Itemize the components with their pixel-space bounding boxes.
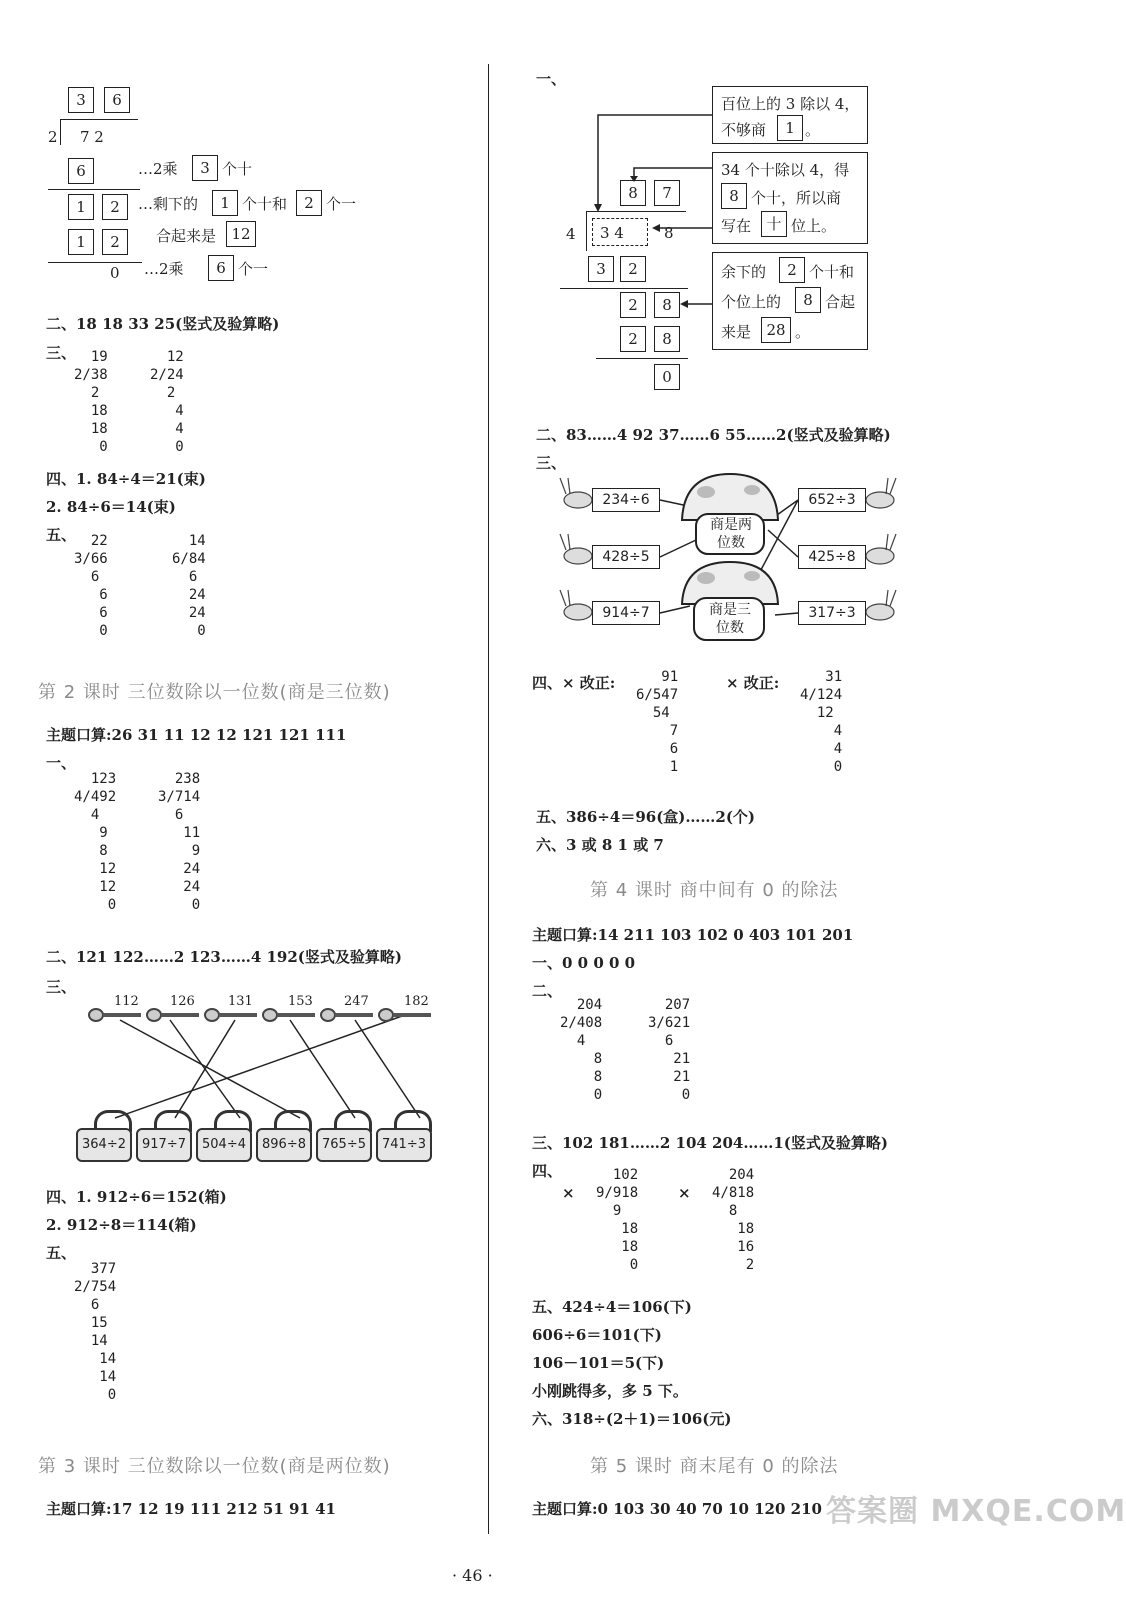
answer-1-label: 一、	[46, 754, 77, 772]
answer-5-label: 五、	[46, 526, 77, 544]
blank-box: 十	[761, 211, 787, 237]
expression-box: 425÷8	[798, 545, 866, 569]
wrong-mark: ×	[562, 1184, 575, 1202]
note-text: …2乘	[138, 160, 178, 178]
key-number: 126	[170, 994, 195, 1009]
digit-box: 0	[654, 364, 680, 390]
answer-3-label: 三、	[536, 454, 567, 472]
lesson-heading: 第 3 课时 三位数除以一位数(商是两位数)	[38, 1456, 391, 1477]
key-number: 112	[114, 994, 139, 1009]
digit-box: 2	[620, 292, 646, 318]
answer-1-label: 一、	[536, 70, 567, 88]
blank-box: 2	[779, 257, 805, 283]
lock-icon: 765÷5	[316, 1128, 372, 1162]
divisor: 2	[48, 128, 58, 146]
dividend: 3 4	[600, 224, 624, 242]
note-text: …剩下的	[138, 195, 199, 213]
answer-5: 五、386÷4＝96(盒)……2(个)	[536, 808, 756, 826]
key-number: 153	[288, 994, 313, 1009]
quotient-digit-box: 6	[104, 87, 130, 113]
answer-2: 二、121 122……2 123……4 192(竖式及验算略)	[46, 948, 402, 966]
answer-2-label: 二、	[532, 982, 563, 1000]
answer-5-line3: 106－101＝5(下)	[532, 1354, 665, 1372]
key-number: 182	[404, 994, 429, 1009]
digit-box: 8	[654, 292, 680, 318]
answer-5-line2: 606÷6＝101(下)	[532, 1326, 662, 1344]
long-division: 123 4/492 4 9 8 12 12 0	[74, 771, 117, 913]
lock-icon: 741÷3	[376, 1128, 432, 1162]
product-box: 6	[68, 158, 94, 184]
answer-3-label: 三、	[46, 344, 77, 362]
digit-box: 2	[620, 256, 646, 282]
blank-box: 12	[226, 221, 256, 247]
quotient-digit-box: 3	[68, 87, 94, 113]
answer-5-line4: 小刚跳得多，多 5 下。	[532, 1382, 688, 1400]
note-box: 百位上的 3 除以 4， 不够商 1 。	[712, 86, 868, 144]
note-box: 34 个十除以 4，得 8 个十，所以商 写在 十 位上。	[712, 152, 868, 244]
answer-4-mid: × 改正:	[726, 674, 780, 692]
answer-2: 二、83……4 92 37……6 55……2(竖式及验算略)	[536, 426, 891, 444]
answer-4-1: 四、1. 912÷6＝152(箱)	[46, 1188, 227, 1206]
oral-calc: 主题口算:17 12 19 111 212 51 91 41	[46, 1500, 336, 1518]
long-division: 12 2/24 2 4 4 0	[150, 349, 184, 455]
oral-calc: 主题口算:26 31 11 12 12 121 121 111	[46, 726, 347, 744]
lock-icon: 364÷2	[76, 1128, 132, 1162]
answer-4-2: 2. 84÷6＝14(束)	[46, 498, 176, 516]
wrong-mark: ×	[678, 1184, 691, 1202]
digit-box: 1	[68, 229, 94, 255]
key-icon	[204, 1008, 258, 1022]
digit-box: 2	[620, 326, 646, 352]
page-number: · 46 ·	[452, 1566, 493, 1585]
note-text: 个十和	[242, 195, 288, 213]
blank-box: 8	[721, 183, 747, 209]
key-icon	[378, 1008, 432, 1022]
long-division: 22 3/66 6 6 6 0	[74, 533, 108, 639]
answer-4-label: 四、	[532, 1162, 563, 1180]
digit-box: 3	[588, 256, 614, 282]
watermark: 答案圈 MXQE.COM	[826, 1494, 1126, 1529]
lesson-heading: 第 4 课时 商中间有 0 的除法	[590, 880, 839, 901]
lock-icon: 917÷7	[136, 1128, 192, 1162]
digit-box: 8	[654, 326, 680, 352]
answer-6: 六、3 或 8 1 或 7	[536, 836, 664, 854]
note-text: 个一	[326, 195, 357, 213]
digit-box: 1	[68, 194, 94, 220]
lock-icon: 896÷8	[256, 1128, 312, 1162]
key-number: 131	[228, 994, 253, 1009]
answer-5-label: 五、	[46, 1244, 77, 1262]
answer-4-2: 2. 912÷8＝114(箱)	[46, 1216, 197, 1234]
key-number: 247	[344, 994, 369, 1009]
lesson-heading: 第 5 课时 商末尾有 0 的除法	[590, 1456, 839, 1477]
note-text: 个一	[238, 260, 269, 278]
answer-2: 二、18 18 33 25(竖式及验算略)	[46, 315, 280, 333]
blank-box: 1	[777, 115, 803, 141]
key-icon	[146, 1008, 200, 1022]
mushroom-label: 商是两 位数	[710, 517, 752, 551]
answer-5-line1: 五、424÷4＝106(下)	[532, 1298, 692, 1316]
quotient-digit-box: 8	[620, 180, 646, 206]
answer-4-1: 四、1. 84÷4＝21(束)	[46, 470, 206, 488]
key-icon	[262, 1008, 316, 1022]
note-text: 合起来是	[156, 227, 217, 245]
blank-box: 28	[761, 317, 791, 343]
long-division: 91 6/547 54 7 6 1	[636, 669, 679, 775]
oral-calc: 主题口算:14 211 103 102 0 403 101 201	[532, 926, 854, 944]
expression-box: 652÷3	[798, 488, 866, 512]
blank-box: 1	[212, 190, 238, 216]
expression-box: 914÷7	[592, 601, 660, 625]
long-division: 102 9/918 9 18 18 0	[596, 1167, 639, 1273]
long-division: 19 2/38 2 18 18 0	[74, 349, 108, 455]
answer-4-label: 四、× 改正:	[532, 674, 616, 692]
long-division: 14 6/84 6 24 24 0	[172, 533, 206, 639]
long-division: 207 3/621 6 21 21 0	[648, 997, 691, 1103]
digit-box: 2	[102, 194, 128, 220]
mushroom-label: 商是三 位数	[709, 602, 751, 636]
blank-box: 8	[795, 287, 821, 313]
expression-box: 428÷5	[592, 545, 660, 569]
lesson-heading: 第 2 课时 三位数除以一位数(商是三位数)	[38, 682, 391, 703]
long-division: 204 4/818 8 18 16 2	[712, 1167, 755, 1273]
expression-box: 317÷3	[798, 601, 866, 625]
remainder: 0	[110, 264, 120, 282]
long-division: 238 3/714 6 11 9 24 24 0	[158, 771, 201, 913]
blank-box: 3	[192, 155, 218, 181]
digit-box: 2	[102, 229, 128, 255]
answer-3: 三、102 181……2 104 204……1(竖式及验算略)	[532, 1134, 888, 1152]
note-text: …2乘	[144, 260, 184, 278]
divisor: 4	[566, 225, 576, 243]
long-division: 377 2/754 6 15 14 14 14 0	[74, 1261, 117, 1403]
blank-box: 6	[208, 255, 234, 281]
key-icon	[88, 1008, 142, 1022]
quotient-digit-box: 7	[654, 180, 680, 206]
dividend: 7 2	[80, 128, 104, 146]
oral-calc: 主题口算:0 103 30 40 70 10 120 210	[532, 1500, 822, 1518]
dividend-last-digit: 8	[664, 224, 674, 242]
note-text: 个十	[222, 160, 253, 178]
answer-6: 六、318÷(2＋1)＝106(元)	[532, 1410, 732, 1428]
blank-box: 2	[296, 190, 322, 216]
key-icon	[320, 1008, 374, 1022]
long-division: 204 2/408 4 8 8 0	[560, 997, 603, 1103]
answer-3-label: 三、	[46, 978, 77, 996]
expression-box: 234÷6	[592, 488, 660, 512]
long-division: 31 4/124 12 4 4 0	[800, 669, 843, 775]
note-box: 余下的 2 个十和 个位上的 8 合起 来是 28 。	[712, 252, 868, 350]
answer-1: 一、0 0 0 0 0	[532, 954, 636, 972]
lock-icon: 504÷4	[196, 1128, 252, 1162]
